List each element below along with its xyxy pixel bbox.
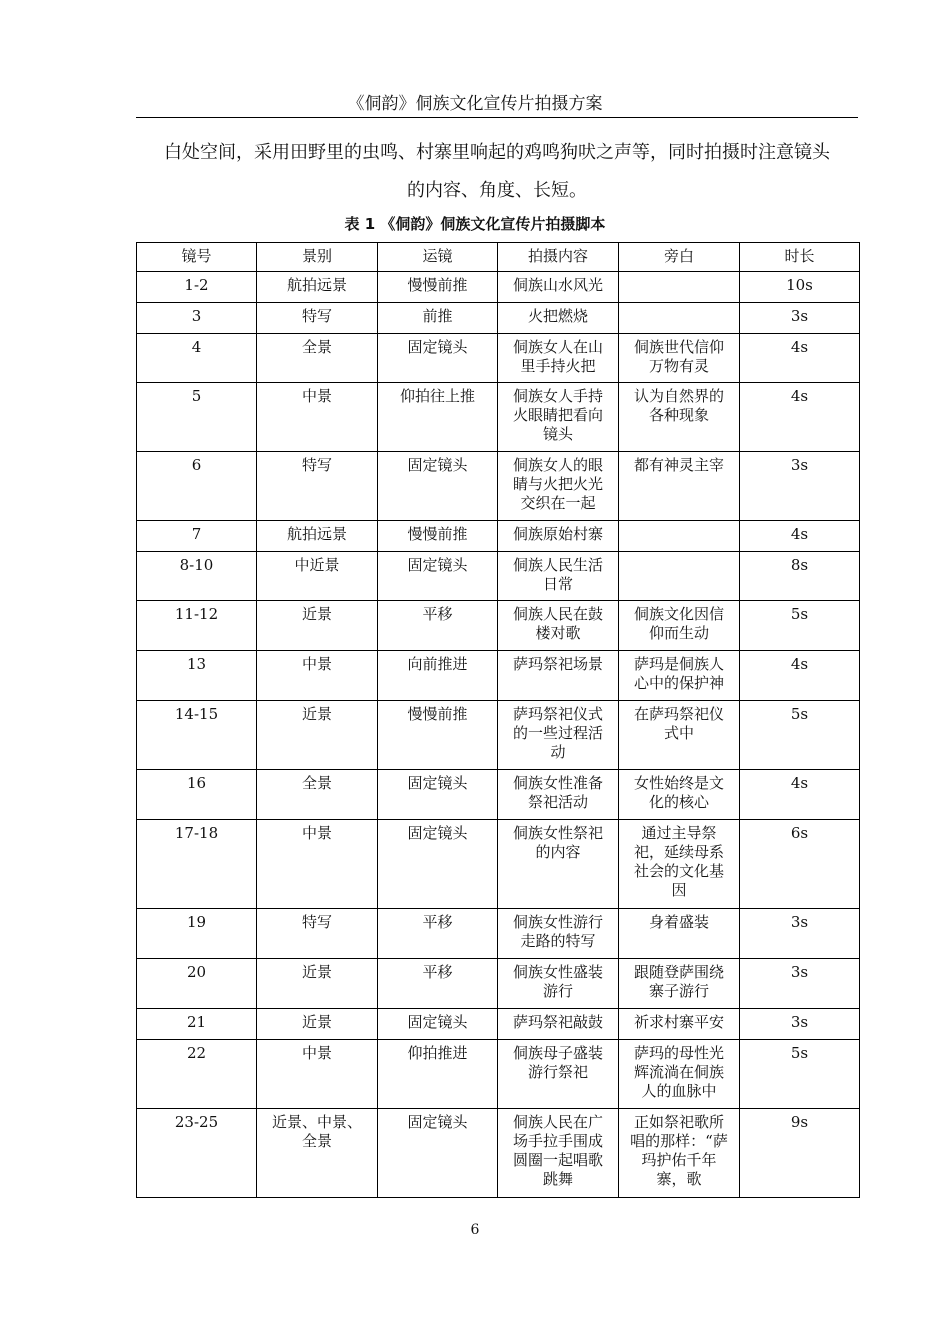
shot-size-cell: 中景 <box>257 820 378 909</box>
duration-cell: 3s <box>740 1009 860 1040</box>
shot-number-cell: 14-15 <box>137 701 257 770</box>
duration-cell: 3s <box>740 909 860 959</box>
header-content: 拍摄内容 <box>498 243 619 272</box>
shot-size-cell: 航拍远景 <box>257 521 378 552</box>
camera-movement-cell: 固定镜头 <box>378 334 498 383</box>
table-row <box>137 334 860 383</box>
duration-cell: 5s <box>740 1040 860 1109</box>
content-cell: 侗族山水风光 <box>498 272 619 303</box>
content-cell: 侗族原始村寨 <box>498 521 619 552</box>
shot-number-cell: 3 <box>137 303 257 334</box>
table-row <box>137 521 860 552</box>
table-row <box>137 1009 860 1040</box>
shot-number-cell: 4 <box>137 334 257 383</box>
duration-cell: 4s <box>740 651 860 701</box>
shot-number-cell: 16 <box>137 770 257 820</box>
duration-cell: 4s <box>740 334 860 383</box>
shot-size-cell: 特写 <box>257 909 378 959</box>
header-shot-size: 景别 <box>257 243 378 272</box>
shot-number-cell: 21 <box>137 1009 257 1040</box>
camera-movement-cell: 平移 <box>378 601 498 651</box>
header-camera-movement: 运镜 <box>378 243 498 272</box>
shot-size-cell: 近景 <box>257 1009 378 1040</box>
narration-cell <box>619 521 740 552</box>
content-cell: 萨玛祭祀仪式的一些过程活动 <box>498 701 619 770</box>
duration-cell: 10s <box>740 272 860 303</box>
narration-cell: 祈求村寨平安 <box>619 1009 740 1040</box>
narration-cell: 萨玛是侗族人心中的保护神 <box>619 651 740 701</box>
table-row <box>137 552 860 601</box>
content-cell: 侗族女性盛装游行 <box>498 959 619 1009</box>
shot-size-cell: 中景 <box>257 1040 378 1109</box>
duration-cell: 4s <box>740 383 860 452</box>
narration-cell: 都有神灵主宰 <box>619 452 740 521</box>
shot-number-cell: 23-25 <box>137 1109 257 1198</box>
table-row <box>137 601 860 651</box>
shot-number-cell: 13 <box>137 651 257 701</box>
content-cell: 侗族母子盛装游行祭祀 <box>498 1040 619 1109</box>
duration-cell: 9s <box>740 1109 860 1198</box>
table-row <box>137 701 860 770</box>
content-cell: 侗族人民生活日常 <box>498 552 619 601</box>
content-cell: 侗族女性祭祀的内容 <box>498 820 619 909</box>
camera-movement-cell: 慢慢前推 <box>378 701 498 770</box>
camera-movement-cell: 平移 <box>378 909 498 959</box>
shot-size-cell: 近景 <box>257 601 378 651</box>
table-row <box>137 272 860 303</box>
shot-size-cell: 近景 <box>257 959 378 1009</box>
table-row <box>137 959 860 1009</box>
shot-number-cell: 22 <box>137 1040 257 1109</box>
table-row <box>137 820 860 909</box>
header-shot-number: 镜号 <box>137 243 257 272</box>
camera-movement-cell: 固定镜头 <box>378 1009 498 1040</box>
shot-size-cell: 中近景 <box>257 552 378 601</box>
shot-size-cell: 航拍远景 <box>257 272 378 303</box>
content-cell: 火把燃烧 <box>498 303 619 334</box>
shot-number-cell: 17-18 <box>137 820 257 909</box>
table-row <box>137 770 860 820</box>
camera-movement-cell: 固定镜头 <box>378 452 498 521</box>
duration-cell: 3s <box>740 452 860 521</box>
shot-number-cell: 6 <box>137 452 257 521</box>
camera-movement-cell: 仰拍推进 <box>378 1040 498 1109</box>
header-rule <box>136 117 858 118</box>
shot-number-cell: 7 <box>137 521 257 552</box>
shot-size-cell: 特写 <box>257 452 378 521</box>
content-cell: 侗族人民在鼓楼对歌 <box>498 601 619 651</box>
running-header: 《侗韵》侗族文化宣传片拍摄方案 <box>347 94 603 114</box>
narration-cell: 认为自然界的各种现象 <box>619 383 740 452</box>
duration-cell: 4s <box>740 770 860 820</box>
content-cell: 侗族人民在广场手拉手围成圆圈一起唱歌跳舞 <box>498 1109 619 1198</box>
shot-size-cell: 中景 <box>257 651 378 701</box>
camera-movement-cell: 前推 <box>378 303 498 334</box>
table-row <box>137 909 860 959</box>
narration-cell: 女性始终是文化的核心 <box>619 770 740 820</box>
content-cell: 萨玛祭祀场景 <box>498 651 619 701</box>
narration-cell: 在萨玛祭祀仪式中 <box>619 701 740 770</box>
shot-size-cell: 近景、中景、全景 <box>257 1109 378 1198</box>
narration-cell <box>619 552 740 601</box>
shot-number-cell: 1-2 <box>137 272 257 303</box>
duration-cell: 8s <box>740 552 860 601</box>
camera-movement-cell: 固定镜头 <box>378 1109 498 1198</box>
narration-cell: 正如祭祀歌所唱的那样：“萨玛护佑千年寨，歌 <box>619 1109 740 1198</box>
narration-cell: 跟随登萨围绕寨子游行 <box>619 959 740 1009</box>
shot-size-cell: 近景 <box>257 701 378 770</box>
header-duration: 时长 <box>740 243 860 272</box>
table-row <box>137 383 860 452</box>
content-cell: 侗族女人的眼睛与火把火光交织在一起 <box>498 452 619 521</box>
table-caption: 表 1 《侗韵》侗族文化宣传片拍摄脚本 <box>344 215 606 233</box>
camera-movement-cell: 仰拍往上推 <box>378 383 498 452</box>
shot-number-cell: 19 <box>137 909 257 959</box>
duration-cell: 6s <box>740 820 860 909</box>
header-narration: 旁白 <box>619 243 740 272</box>
duration-cell: 5s <box>740 701 860 770</box>
camera-movement-cell: 固定镜头 <box>378 820 498 909</box>
table-row <box>137 303 860 334</box>
narration-cell <box>619 303 740 334</box>
table-row <box>137 1040 860 1109</box>
content-cell: 萨玛祭祀敲鼓 <box>498 1009 619 1040</box>
content-cell: 侗族女性游行走路的特写 <box>498 909 619 959</box>
shot-size-cell: 中景 <box>257 383 378 452</box>
shot-size-cell: 特写 <box>257 303 378 334</box>
camera-movement-cell: 慢慢前推 <box>378 521 498 552</box>
narration-cell: 身着盛装 <box>619 909 740 959</box>
camera-movement-cell: 固定镜头 <box>378 770 498 820</box>
shot-number-cell: 8-10 <box>137 552 257 601</box>
shot-number-cell: 20 <box>137 959 257 1009</box>
narration-cell: 萨玛的母性光辉流淌在侗族人的血脉中 <box>619 1040 740 1109</box>
duration-cell: 3s <box>740 959 860 1009</box>
table-row <box>137 452 860 521</box>
camera-movement-cell: 慢慢前推 <box>378 272 498 303</box>
camera-movement-cell: 向前推进 <box>378 651 498 701</box>
narration-cell: 侗族文化因信仰而生动 <box>619 601 740 651</box>
content-cell: 侗族女人在山里手持火把 <box>498 334 619 383</box>
body-paragraph-line-2: 的内容、角度、长短。 <box>407 180 587 201</box>
content-cell: 侗族女人手持火眼睛把看向镜头 <box>498 383 619 452</box>
shot-size-cell: 全景 <box>257 770 378 820</box>
shot-size-cell: 全景 <box>257 334 378 383</box>
narration-cell: 侗族世代信仰万物有灵 <box>619 334 740 383</box>
duration-cell: 5s <box>740 601 860 651</box>
table-row <box>137 1109 860 1198</box>
table-body <box>137 272 860 1198</box>
table-header-row <box>137 243 860 272</box>
camera-movement-cell: 固定镜头 <box>378 552 498 601</box>
table-row <box>137 651 860 701</box>
duration-cell: 3s <box>740 303 860 334</box>
narration-cell: 通过主导祭祀，延续母系社会的文化基因 <box>619 820 740 909</box>
body-paragraph-line-1: 白处空间，采用田野里的虫鸣、村寨里响起的鸡鸣狗吠之声等，同时拍摄时注意镜头 <box>164 142 830 163</box>
shooting-script-table <box>136 242 860 1198</box>
narration-cell <box>619 272 740 303</box>
shot-number-cell: 11-12 <box>137 601 257 651</box>
page-number: 6 <box>470 1222 480 1238</box>
camera-movement-cell: 平移 <box>378 959 498 1009</box>
duration-cell: 4s <box>740 521 860 552</box>
content-cell: 侗族女性准备祭祀活动 <box>498 770 619 820</box>
shot-number-cell: 5 <box>137 383 257 452</box>
